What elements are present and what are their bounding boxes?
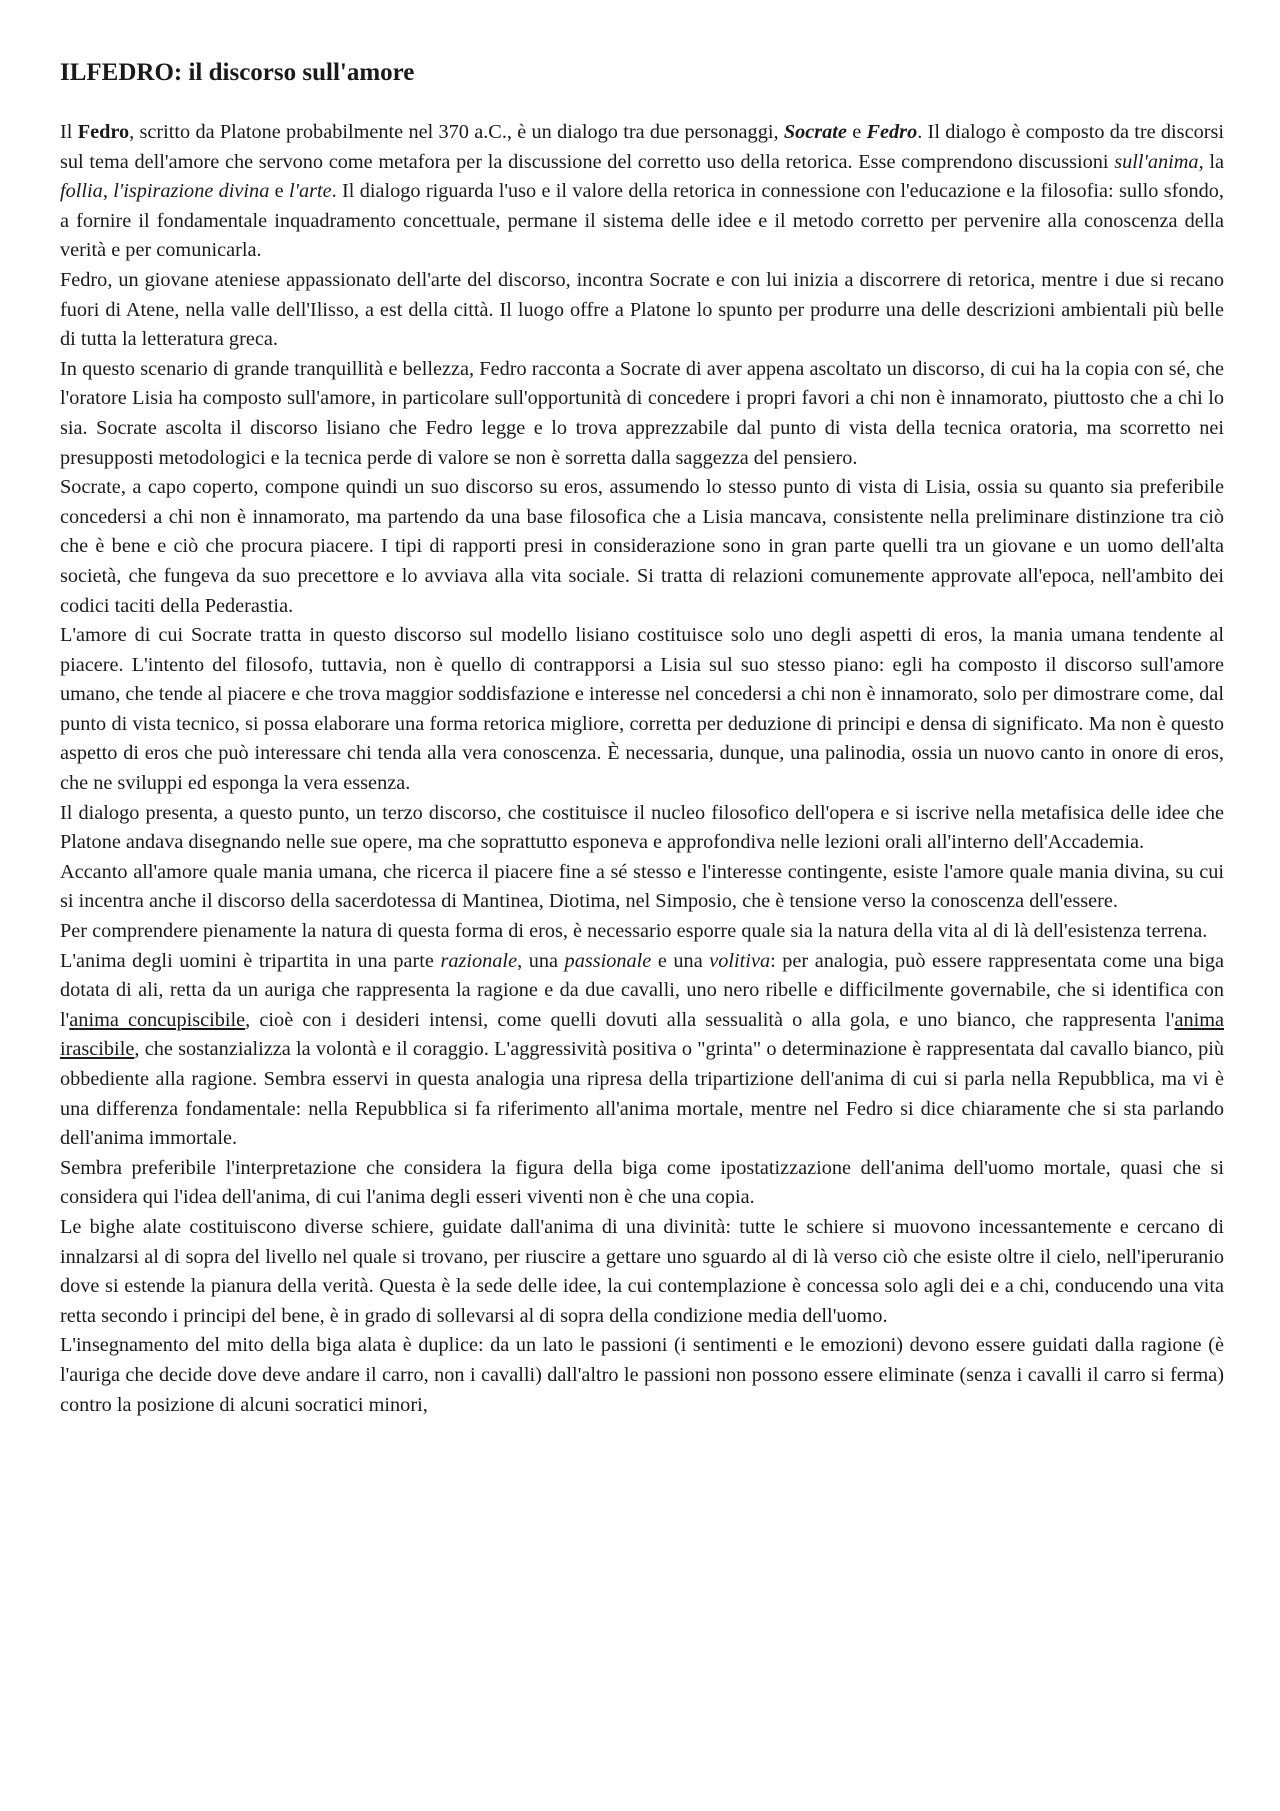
paragraph-4: Socrate, a capo coperto, compone quindi un suo discorso su eros, assumendo lo stesso punto di vista di Lisia, ossia su quanto sia preferibile concedersi a chi non è innamorato, ma partendo da una base filosofica che a Lisia mancava, consistente nella preliminare distinzione tra ciò che è bene e ciò che procura piacere. I tipi di rapporti presi in considerazione sono in gran parte quelli tra un giovane e un uomo dell'alta società, che fungeva da suo precettore e lo avviava alla vita sociale. Si tratta di relazioni comunemente approvate all'epoca, nell'ambito dei codici taciti della Pederastia. bbox=[60, 476, 1224, 617]
term-razionale: razionale bbox=[440, 949, 518, 972]
text-run: e bbox=[269, 180, 289, 203]
text-run: , cioè con i desideri intensi, come quelli dovuti alla sessualità o alla gola, e uno bianco, che rappresenta l' bbox=[245, 1008, 1175, 1031]
paragraph-9 bbox=[60, 947, 1224, 1154]
text-run: : per analogia, può essere rappresentata come una biga dotata di ali, retta da un auriga che rappresenta la ragione e da due cavalli, uno nero ribelle e difficilmente governabile, che si identifica con l' bbox=[60, 949, 1224, 1031]
paragraph-6: Il dialogo presenta, a questo punto, un terzo discorso, che costituisce il nucleo filosofico dell'opera e si iscrive nella metafisica delle idee che Platone andava disegnando nelle sue opere, ma che soprattutto esponeva e approfondiva nelle lezioni orali all'interno dell'Accademia. bbox=[60, 801, 1224, 854]
document-page bbox=[60, 58, 1224, 1420]
character-fedro: Fedro bbox=[866, 121, 918, 143]
paragraph-2: Fedro, un giovane ateniese appassionato dell'arte del discorso, incontra Socrate e con lui inizia a discorrere di retorica, mentre i due si recano fuori di Atene, nella valle dell'Ilisso, a est della città. Il luogo offre a Platone lo spunto per produrre una delle descrizioni ambientali più belle di tutta la letteratura greca. bbox=[60, 268, 1224, 351]
text-run: , scritto da Platone probabilmente nel 370 a.C., è un dialogo tra due personaggi, bbox=[129, 121, 784, 143]
link-anima-irascibile[interactable]: anima irascibile bbox=[60, 1008, 1224, 1061]
text-run: . Il dialogo è composto da tre discorsi sul tema dell'amore che servono come metafora per la discussione del corretto uso della retorica. Esse comprendono discussioni bbox=[60, 121, 1224, 173]
paragraph-3: In questo scenario di grande tranquillità e bellezza, Fedro racconta a Socrate di aver appena ascoltato un discorso, di cui ha la copia con sé, che l'oratore Lisia ha composto sull'amore, in particolare sull'opportunità di concedere i propri favori a chi non è innamorato, piuttosto che a chi lo sia. Socrate ascolta il discorso lisiano che Fedro legge e lo trova apprezzabile dal punto di vista della tecnica oratoria, ma scorretto nei presupposti metodologici e la tecnica perde di valore se non è sorretta dalla saggezza del pensiero. bbox=[60, 357, 1224, 469]
text-run: , una bbox=[517, 949, 565, 972]
term-anima: sull'anima bbox=[1114, 150, 1199, 173]
term-passionale: passionale bbox=[564, 949, 652, 972]
paragraph-12: L'insegnamento del mito della biga alata è duplice: da un lato le passioni (i sentimenti e le emozioni) devono essere guidati dalla ragione (è l'auriga che decide dove deve andare il carro, non i cavalli) dall'altro le passioni non possono essere eliminate (senza i cavalli il carro si ferma) contro la posizione di alcuni socratici minori, bbox=[60, 1334, 1224, 1416]
paragraph-5: L'amore di cui Socrate tratta in questo discorso sul modello lisiano costituisce solo uno degli aspetti di eros, la mania umana tendente al piacere. L'intento del filosofo, tuttavia, non è quello di contrapporsi a Lisia sul suo stesso piano: egli ha composto il discorso sull'amore umano, che tende al piacere e che trova maggior soddisfazione e interesse nel concedersi a chi non è innamorato, solo per dimostrare come, dal punto di vista tecnico, si possa elaborare una forma retorica migliore, corretta per deduzione di principi e densa di significato. Ma non è questo aspetto di eros che può interessare chi tenda alla vera conoscenza. È necessaria, dunque, una palinodia, ossia un nuovo canto in onore di eros, che ne sviluppi ed esponga la vera essenza. bbox=[60, 624, 1224, 795]
term-volitiva: volitiva bbox=[709, 949, 771, 972]
term-follia: follia bbox=[60, 180, 103, 203]
paragraph-10: Sembra preferibile l'interpretazione che considera la figura della biga come ipostatizzazione dell'anima dell'uomo mortale, quasi che si considera qui l'idea dell'anima, di cui l'anima degli esseri viventi non è che una copia. bbox=[60, 1156, 1224, 1209]
paragraph-7: Accanto all'amore quale mania umana, che ricerca il piacere fine a sé stesso e l'interesse contingente, esiste l'amore quale mania divina, su cui si incentra anche il discorso della sacerdotessa di Mantinea, Diotima, nel Simposio, che è tensione verso la conoscenza dell'essere. bbox=[60, 860, 1224, 913]
text-run: . Il dialogo riguarda l'uso e il valore della retorica in connessione con l'educazione e la filosofia: sullo sfondo, a fornire il fondamentale inquadramento concettuale, permane il sistema delle idee e il metodo corretto per pervenire alla conoscenza della verità e per comunicarla. bbox=[60, 180, 1225, 262]
term-arte: l'arte bbox=[288, 180, 332, 203]
text-run: e una bbox=[651, 949, 710, 972]
text-run: , bbox=[102, 180, 114, 203]
paragraph-11: Le bighe alate costituiscono diverse schiere, guidate dall'anima di una divinità: tutte le schiere si muovono incessantemente e cercano di innalzarsi al di sopra del livello nel quale si trovano, per riuscire a gettare uno sguardo al di là verso ciò che esiste oltre il cielo, nell'iperuranio dove si estende la pianura della verità. Questa è la sede delle idee, la cui contemplazione è concessa solo agli dei e a chi, conducendo una vita retta secondo i principi del bene, è in grado di sollevarsi al di sopra della condizione media dell'uomo. bbox=[60, 1215, 1224, 1327]
text-run: L'anima degli uomini è tripartita in una parte bbox=[60, 949, 441, 972]
link-anima-concupiscibile[interactable]: anima concupiscibile bbox=[69, 1008, 246, 1031]
text-run: Il bbox=[60, 121, 78, 143]
term-ispirazione: l'ispirazione divina bbox=[113, 180, 270, 203]
text-run: , la bbox=[1198, 150, 1224, 173]
paragraph-intro bbox=[60, 118, 1224, 266]
text-run: , che sostanzializza la volontà e il coraggio. L'aggressività positiva o "grinta" o determinazione è rappresentata dal cavallo bianco, più obbediente alla ragione. Sembra esservi in questa analogia una ripresa della tripartizione dell'anima di cui si parla nella Repubblica, ma vi è una differenza fondamentale: nella Repubblica si fa riferimento all'anima mortale, mentre nel Fedro si dice chiaramente che si sta parlando dell'anima immortale. bbox=[60, 1038, 1224, 1150]
paragraph-8: Per comprendere pienamente la natura di questa forma di eros, è necessario esporre quale sia la natura della vita al di là dell'esistenza terrena. bbox=[60, 920, 1208, 943]
bold-term-fedro: Fedro bbox=[77, 121, 130, 143]
page-title: ILFEDRO: il discorso sull'amore bbox=[60, 59, 415, 86]
text-run: e bbox=[846, 121, 867, 143]
character-socrate: Socrate bbox=[783, 121, 847, 143]
